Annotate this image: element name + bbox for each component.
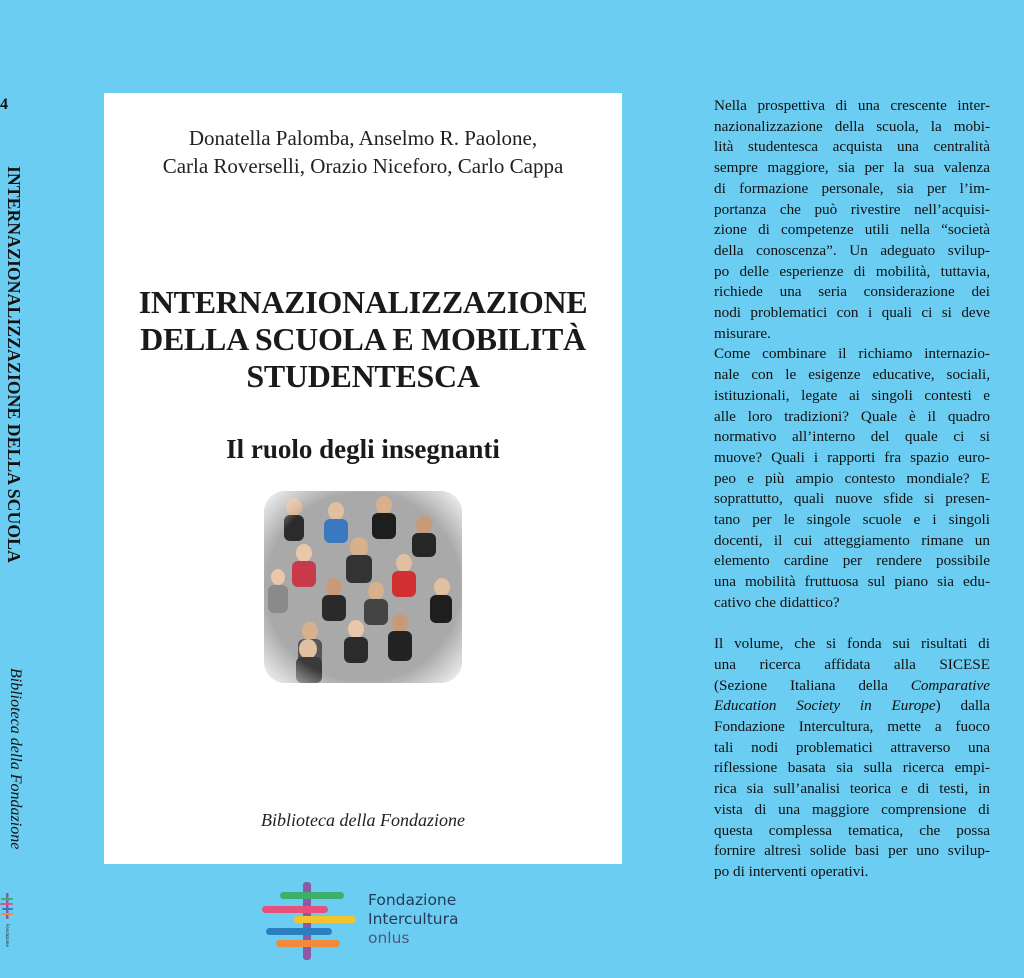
publisher-name xyxy=(368,891,458,948)
spine-logo-icon xyxy=(0,893,14,919)
back-line: misurare. xyxy=(714,324,771,342)
back-line: alle loro tradizioni? Quale è il quadro xyxy=(714,407,990,425)
back-line-italic: Comparative xyxy=(910,676,990,694)
back-line: po delle esperienze di mobilità, tuttavia, xyxy=(714,262,990,280)
title-line-2: DELLA SCUOLA E MOBILITÀ xyxy=(140,321,586,357)
spine-logo-text: Fondazione xyxy=(5,924,10,947)
back-line: Come combinare il richiamo internazio- xyxy=(714,345,990,363)
back-line: Il volume, che si fonda sui risultati di xyxy=(714,635,990,653)
back-line: tali nodi problematici attraverso una xyxy=(714,738,990,756)
authors xyxy=(104,124,622,180)
back-paragraph-1 xyxy=(714,96,990,344)
back-line: sempre maggiore, sia per la sua valenza xyxy=(714,159,990,177)
back-line: elemento cardine per rendere possibile xyxy=(714,552,990,570)
back-line: soprattutto, quali nuove sfide si presen- xyxy=(714,490,990,508)
publisher-line-1: Fondazione xyxy=(368,891,457,909)
authors-line-2: Carla Roverselli, Orazio Niceforo, Carlo Cappa xyxy=(162,154,564,178)
back-line: della conoscenza”. Un adeguato svilup- xyxy=(714,241,990,259)
back-line: nodi problematici con i quali ci si deve xyxy=(714,304,990,322)
back-line: rica sia sull’analisi teorica e di testi, in xyxy=(714,780,990,798)
back-line xyxy=(714,696,990,717)
front-series-name: Biblioteca della Fondazione xyxy=(261,810,465,830)
back-line: riflessione basata sia sulla ricerca empi- xyxy=(714,759,990,777)
spine-title: INTERNAZIONALIZZAZIONE DELLA SCUOLA xyxy=(4,166,24,563)
back-line: nale con le esigenze educative, sociali, xyxy=(714,366,990,384)
back-line: tano per le singole scuole e i singoli xyxy=(714,511,990,529)
back-cover-text xyxy=(714,96,990,883)
back-paragraph-3-rest xyxy=(714,717,990,883)
paragraph-gap xyxy=(714,614,990,635)
back-line: vista di una maggiore comprensione di xyxy=(714,800,990,818)
back-line: portanza che può rivestire nell’acquisi- xyxy=(714,200,990,218)
cover-photo-students xyxy=(264,491,462,683)
spine-series: Biblioteca della Fondazione xyxy=(7,668,24,850)
back-line: una mobilità fruttuosa sul piano sia edu- xyxy=(714,573,990,591)
back-line: muove? Quali i rapporti fra spazio euro- xyxy=(714,448,990,466)
spine-volume-number: 4 xyxy=(0,96,8,113)
back-line: di formazione personale, sia per l’im- xyxy=(714,179,990,197)
back-line: questa complessa tematica, che possa xyxy=(714,821,990,839)
title-line-3: STUDENTESCA xyxy=(246,358,480,394)
back-paragraph-3 xyxy=(714,634,990,882)
back-line: Nella prospettiva di una crescente inter- xyxy=(714,97,990,114)
students-group-image xyxy=(264,491,462,683)
publisher-line-3: onlus xyxy=(368,929,410,947)
back-line: cativo che didattico? xyxy=(714,593,840,611)
back-line: Fondazione Intercultura, mette a fuoco xyxy=(714,718,990,736)
back-line: fornire altresì solide basi per uno svilup- xyxy=(714,842,990,860)
authors-line-1: Donatella Palomba, Anselmo R. Paolone, xyxy=(188,126,538,150)
back-line-part: (Sezione Italiana della xyxy=(714,676,911,694)
title-line-1: INTERNAZIONALIZZAZIONE xyxy=(138,284,588,320)
intercultura-logo-icon xyxy=(260,882,360,960)
back-paragraph-2 xyxy=(714,344,990,613)
back-line: richiede una seria considerazione dei xyxy=(714,283,990,301)
back-line: nazionalizzazione della scuola, la mobi- xyxy=(714,117,990,135)
back-line: istituzionali, legate ai singoli contesti e xyxy=(714,386,990,404)
book-title xyxy=(104,284,622,395)
publisher-line-2: Intercultura xyxy=(368,910,459,928)
back-line: peo e più ampio contesto mondiale? E xyxy=(714,469,990,487)
back-line-part: ) dalla xyxy=(935,697,990,715)
front-cover xyxy=(104,93,622,864)
back-line: zione di competenze utili nella “società xyxy=(714,221,990,239)
back-line: po di interventi operativi. xyxy=(714,863,869,880)
back-line: lità studentesca acquista una centralità xyxy=(714,138,990,156)
back-line: una ricerca affidata alla SICESE xyxy=(714,655,990,673)
back-line xyxy=(714,676,990,697)
book-subtitle: Il ruolo degli insegnanti xyxy=(226,434,500,464)
back-line-italic: Education Society in Europe xyxy=(714,697,936,715)
back-line: docenti, il cui atteggiamento rimane un xyxy=(714,531,990,549)
back-line: normativo all’interno del quale ci si xyxy=(714,428,990,446)
